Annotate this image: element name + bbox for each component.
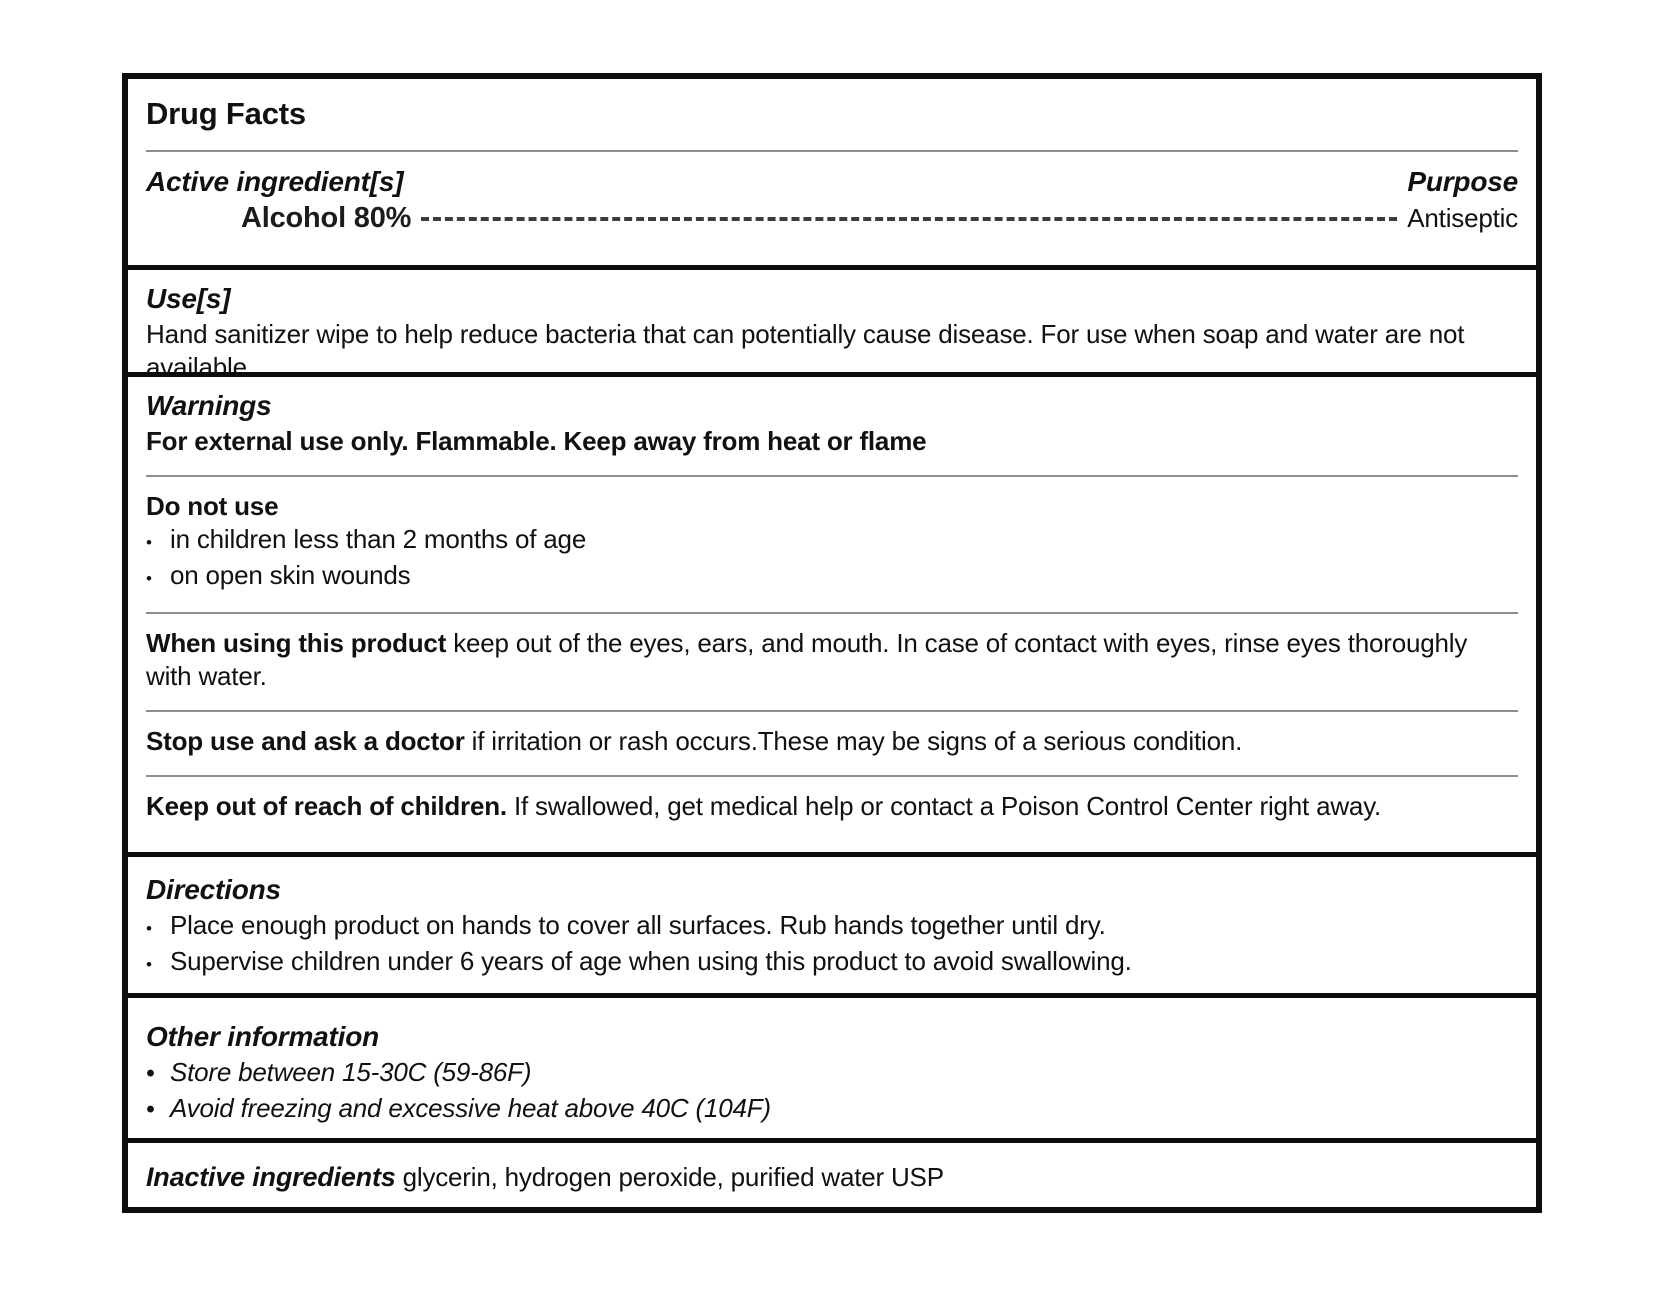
- directions-item: Place enough product on hands to cover all surfaces. Rub hands together until dry.: [170, 910, 1106, 940]
- stop-use-text: if irritation or rash occurs.These may be signs of a serious condition.: [471, 726, 1243, 756]
- keep-out-paragraph: [146, 790, 1518, 823]
- label-title: Drug Facts: [146, 96, 306, 131]
- thin-divider: [146, 775, 1518, 777]
- keep-out-text: If swallowed, get medical help or contact a Poison Control Center right away.: [513, 791, 1382, 821]
- bullet-marker: •: [146, 1096, 155, 1123]
- keep-out-lead: Keep out of reach of children.: [146, 791, 507, 821]
- bullet-marker: •: [146, 533, 152, 552]
- thin-divider: [146, 710, 1518, 712]
- when-using-paragraph: [146, 627, 1518, 693]
- directions-heading: Directions: [146, 874, 281, 905]
- stop-use-paragraph: [146, 725, 1518, 758]
- list-item: [146, 909, 1518, 945]
- stop-use-lead: Stop use and ask a doctor: [146, 726, 465, 756]
- other-information-section: [128, 993, 1536, 1138]
- thin-divider: [146, 475, 1518, 477]
- warnings-heading: Warnings: [146, 390, 272, 421]
- drug-facts-label: [122, 73, 1542, 1213]
- directions-item: Supervise children under 6 years of age when using this product to avoid swallowing.: [170, 946, 1132, 976]
- other-information-item: Avoid freezing and excessive heat above 40C (104F): [170, 1093, 771, 1123]
- other-information-heading: Other information: [146, 1021, 380, 1052]
- uses-text: Hand sanitizer wipe to help reduce bacteria that can potentially cause disease. For use when soap and water are not available.: [146, 319, 1465, 382]
- other-information-item: Store between 15-30C (59-86F): [170, 1057, 532, 1087]
- list-item: [146, 559, 1518, 595]
- bullet-marker: •: [146, 569, 152, 588]
- thin-divider: [146, 612, 1518, 614]
- active-ingredient-section: [128, 79, 1536, 265]
- thin-divider: [146, 150, 1518, 152]
- list-item: [146, 1092, 1518, 1126]
- when-using-lead: When using this product: [146, 628, 447, 658]
- directions-section: [128, 852, 1536, 993]
- uses-heading: Use[s]: [146, 283, 231, 314]
- list-item: [146, 523, 1518, 559]
- list-item: [146, 1056, 1518, 1090]
- do-not-use-item: on open skin wounds: [170, 560, 411, 590]
- inactive-ingredients-line: [146, 1160, 1518, 1194]
- inactive-ingredients-text: glycerin, hydrogen peroxide, purified water USP: [402, 1162, 944, 1192]
- active-ingredient-heading: Active ingredient[s]: [146, 166, 404, 197]
- uses-section: [128, 265, 1536, 382]
- dash-leader: [421, 217, 1397, 221]
- when-using-text: keep out of the eyes, ears, and mouth. In case of contact with eyes, rinse eyes thoroughly with water.: [146, 628, 1468, 691]
- purpose-value: Antiseptic: [1407, 203, 1518, 233]
- inactive-ingredients-heading: Inactive ingredients: [146, 1162, 396, 1192]
- bullet-marker: •: [146, 955, 152, 974]
- active-ingredient-row: [146, 202, 1518, 235]
- bullet-marker: •: [146, 1060, 155, 1087]
- flammable-warning: For external use only. Flammable. Keep away from heat or flame: [146, 426, 927, 456]
- purpose-heading: Purpose: [1407, 166, 1518, 197]
- active-ingredient-name: Alcohol 80%: [241, 202, 412, 234]
- bullet-marker: •: [146, 919, 152, 938]
- do-not-use-item: in children less than 2 months of age: [170, 524, 587, 554]
- do-not-use-heading: Do not use: [146, 491, 279, 521]
- warnings-section: [128, 372, 1536, 852]
- list-item: [146, 945, 1518, 981]
- inactive-ingredients-section: [128, 1138, 1536, 1207]
